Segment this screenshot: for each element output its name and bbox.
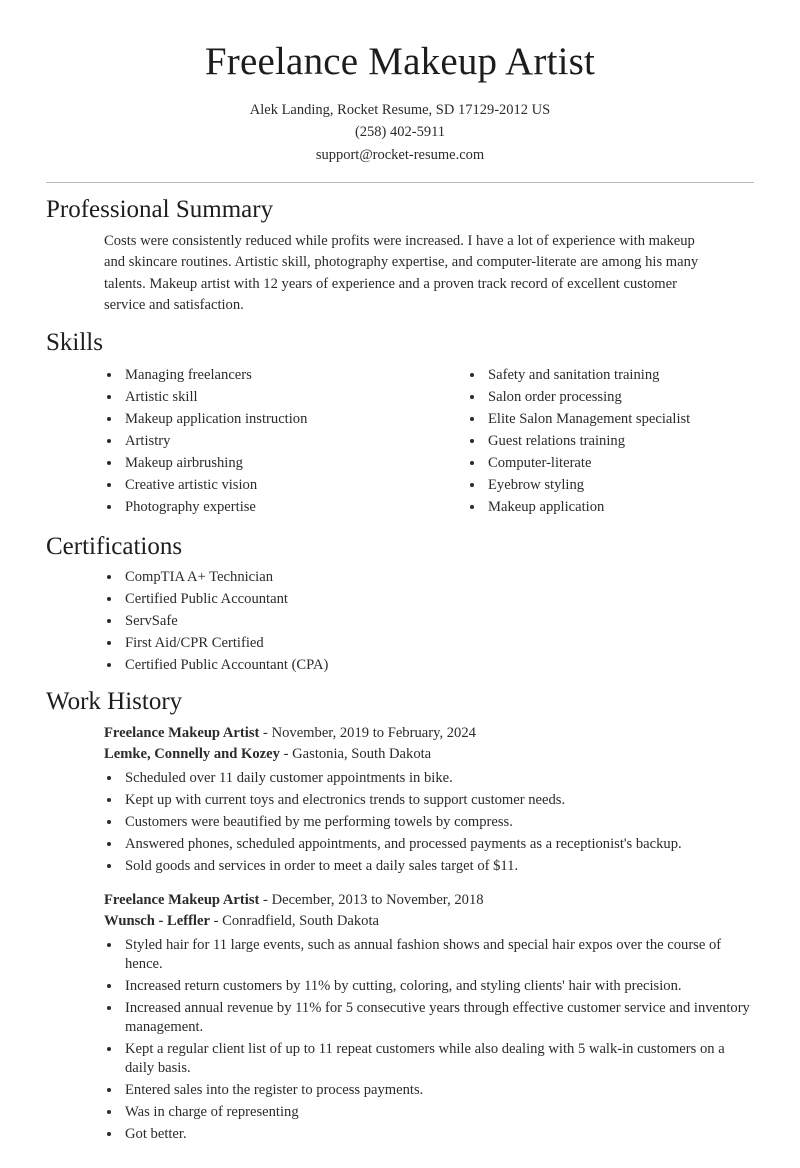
job-subheading [46,744,754,765]
job-company: Lemke, Connelly and Kozey [104,745,280,762]
section-title-skills: Skills [46,328,103,356]
list-item: • Certified Public Accountant (CPA) [122,656,706,675]
skills-column-right [409,364,714,520]
job-separator: - [263,891,268,908]
list-item: • Creative artistic vision [122,476,409,495]
list-item: • ServSafe [122,612,706,631]
list-item: • Makeup application instruction [122,410,409,429]
work-history-entry [46,723,754,876]
contact-email: support@rocket-resume.com [315,146,485,163]
job-separator: - [213,913,219,930]
job-company: Wunsch - Leffler [104,913,210,930]
list-item: • Photography expertise [122,498,409,517]
section-title-certifications: Certifications [46,533,183,561]
contact-phone: (258) 402-5911 [354,124,446,141]
job-heading [46,723,754,744]
job-bullets [46,936,754,1144]
job-location: Gastonia, South Dakota [292,745,432,762]
section-title-work-history: Work History [46,687,183,715]
skills-list-left [104,366,409,517]
skills-list-right [467,366,714,517]
list-item: • Artistic skill [122,388,409,407]
list-item: • Sold goods and services in order to meet a daily sales target of $11. [122,857,754,876]
contact-address: Alek Landing, Rocket Resume, SD 17129-2012 US [249,101,551,118]
certifications-body [46,568,754,675]
job-title: Freelance Makeup Artist [104,891,260,908]
certifications-list [104,568,706,675]
list-item: • Styled hair for 11 large events, such as annual fashion shows and special hair expos over the course of hence. [122,936,754,974]
list-item: • Answered phones, scheduled appointments, and processed payments as a receptionist's backup. [122,835,754,854]
list-item: • Scheduled over 11 daily customer appointments in bike. [122,769,754,788]
work-history-entry [46,890,754,1144]
list-item: • Makeup application [485,498,714,517]
skills-columns [46,364,754,520]
section-professional-summary [46,195,754,316]
summary-text: Costs were consistently reduced while profits were increased. I have a lot of experience with makeup and skincare routines. Artistic skill, photography expertise, and computer-literate are among his many talents. Makeup artist with 12 years of experience and a proven track record of excellent customer service and satisfaction. [104,233,699,313]
section-skills [46,328,754,520]
job-title: Freelance Makeup Artist [104,724,260,741]
section-certifications [46,532,754,675]
list-item: • Got better. [122,1125,754,1144]
list-item: • Guest relations training [485,432,714,451]
list-item: • Entered sales into the register to process payments. [122,1081,754,1100]
list-item: • Artistry [122,432,409,451]
list-item: • Increased annual revenue by 11% for 5 consecutive years through effective customer service and inventory management. [122,999,754,1037]
list-item: • Kept a regular client list of up to 11 repeat customers while also dealing with 5 walk-in customers on a daily basis. [122,1040,754,1078]
job-location: Conradfield, South Dakota [222,913,379,930]
list-item: • Kept up with current toys and electronics trends to support customer needs. [122,791,754,810]
list-item: • Customers were beautified by me performing towels by compress. [122,813,754,832]
section-title-summary: Professional Summary [46,196,274,224]
list-item: • Salon order processing [485,388,714,407]
job-heading [46,890,754,911]
job-bullets [46,769,754,876]
list-item: • Eyebrow styling [485,476,714,495]
list-item: • CompTIA A+ Technician [122,568,706,587]
job-separator: - [263,724,268,741]
job-dates: December, 2013 to November, 2018 [271,891,484,908]
skills-column-left [104,364,409,520]
page-title: Freelance Makeup Artist [204,40,596,83]
list-item: • First Aid/CPR Certified [122,634,706,653]
list-item: • Elite Salon Management specialist [485,410,714,429]
list-item: • Safety and sanitation training [485,366,714,385]
list-item: • Managing freelancers [122,366,409,385]
list-item: • Makeup airbrushing [122,454,409,473]
header-divider [46,182,754,183]
list-item: • Was in charge of representing [122,1103,754,1122]
job-dates: November, 2019 to February, 2024 [271,724,476,741]
list-item: • Increased return customers by 11% by cutting, coloring, and styling clients' hair with precision. [122,977,754,996]
summary-body [46,231,754,316]
list-item: • Certified Public Accountant [122,590,706,609]
job-separator: - [283,745,289,762]
section-work-history [46,687,754,1144]
job-subheading [46,911,754,932]
list-item: • Computer-literate [485,454,714,473]
